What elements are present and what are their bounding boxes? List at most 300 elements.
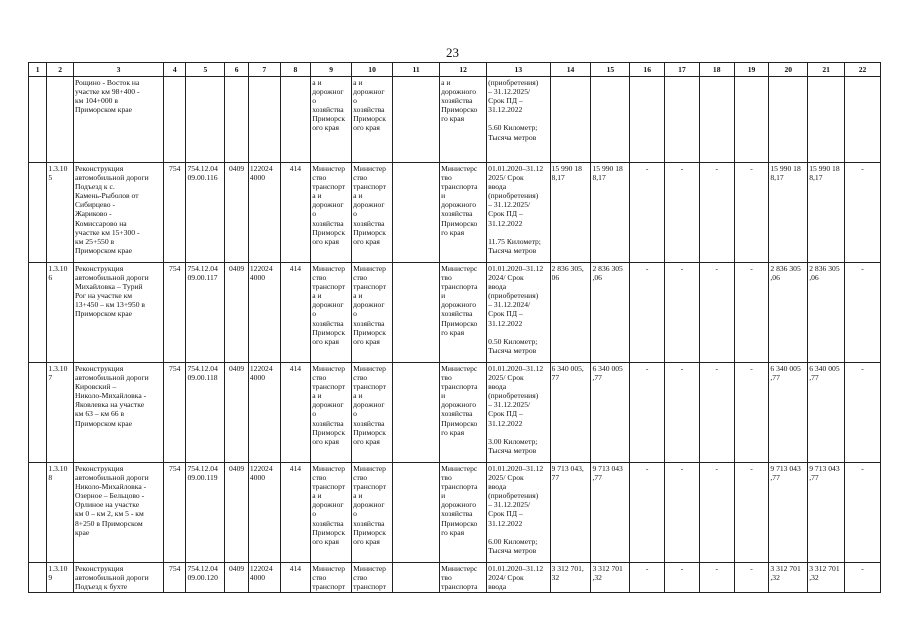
cell-line: а и — [353, 78, 363, 87]
cell-line: участке км 98+400 - — [74, 87, 140, 97]
cell-c12 — [440, 263, 487, 363]
cell-c5 — [186, 77, 225, 163]
cell-line: 7 — [48, 373, 53, 383]
cell-line: ,77 — [592, 473, 602, 483]
cell-line: ого края — [312, 536, 340, 546]
cell-line: дорожного — [441, 87, 476, 97]
cell-c6 — [225, 77, 249, 163]
cell-line: 122024 — [249, 364, 273, 373]
cell-c11 — [393, 263, 440, 363]
cell-c21 — [808, 363, 845, 463]
cell-line: участке км 15+300 - — [74, 227, 140, 237]
cell-line: автомобильной дороги — [74, 173, 149, 183]
cell-line: ство — [353, 173, 368, 183]
cell-c16 — [630, 77, 665, 163]
cell-line: 31.12.2022 — [488, 218, 523, 228]
cell-line: Приморско — [441, 218, 478, 228]
cell-line: ого края — [312, 123, 340, 133]
cell-line: Тысяча метров — [488, 132, 537, 142]
cell-line: 09.00.117 — [187, 273, 218, 283]
cell-line: 9 713 043 — [809, 464, 840, 473]
cell-line: Комиссарово на — [74, 218, 127, 228]
cell-line: о — [353, 96, 357, 106]
cell-line: ого края — [353, 236, 380, 246]
cell-c10 — [352, 563, 393, 593]
cell-c2 — [47, 563, 74, 593]
cell-c12 — [440, 463, 487, 563]
cell-line: автомобильной дороги — [74, 273, 149, 283]
cell-line: Реконструкция — [74, 264, 124, 273]
cell-line: ,77 — [809, 473, 819, 483]
cell-line: 1.3.10 — [48, 164, 68, 173]
table-row — [29, 77, 881, 163]
cell-c20 — [769, 163, 808, 263]
cell-c17: - — [665, 163, 700, 263]
column-number-2: 2 — [47, 63, 74, 77]
cell-line: Приморском крае — [74, 105, 132, 115]
table-body — [29, 63, 881, 593]
cell-c22: - — [845, 563, 881, 593]
cell-line: 09.00.116 — [187, 173, 218, 183]
cell-line: ввода — [488, 582, 507, 592]
cell-line: 3.00 Километр; — [488, 436, 538, 446]
cell-c13 — [487, 263, 550, 363]
cell-line: Сибирцево - — [74, 200, 116, 210]
cell-line: км 25+550 в — [74, 236, 115, 246]
cell-c3 — [73, 263, 163, 363]
cell-line: 754.12.04 — [187, 564, 218, 573]
column-number-10: 10 — [352, 63, 393, 77]
cell-c13 — [487, 163, 550, 263]
cell-line: Приморск — [312, 327, 346, 337]
column-number-13: 13 — [487, 63, 550, 77]
cell-line: Срок ПД – — [488, 509, 523, 519]
cell-line: 4000 — [249, 273, 266, 283]
column-number-12: 12 — [440, 63, 487, 77]
cell-c18: - — [699, 563, 734, 593]
cell-c22 — [845, 77, 881, 163]
cell-line: ,32 — [592, 573, 602, 583]
cell-c10 — [352, 77, 393, 163]
cell-line: Николо-Михайловка - — [74, 391, 147, 401]
cell-line: о — [312, 409, 317, 419]
cell-line: Приморском крае — [74, 418, 132, 428]
cell-line: Министер — [353, 264, 386, 273]
cell-c1 — [29, 77, 47, 163]
column-number-14: 14 — [550, 63, 591, 77]
cell-line: 8 — [48, 473, 53, 483]
cell-c8: 414 — [280, 463, 311, 563]
cell-c19: - — [734, 163, 769, 263]
column-number-4: 4 — [163, 63, 186, 77]
cell-c1 — [29, 563, 47, 593]
cell-line: автомобильной дороги — [74, 473, 149, 483]
cell-line: 31.12.2022 — [488, 518, 523, 528]
cell-line: и — [441, 191, 446, 201]
cell-c2 — [47, 363, 74, 463]
cell-c6: 0409 — [225, 563, 249, 593]
cell-c5 — [186, 463, 225, 563]
cell-line: ство — [353, 273, 368, 283]
cell-line: 15 990 18 — [809, 164, 840, 173]
cell-line: Приморск — [353, 527, 386, 537]
cell-c15 — [591, 263, 630, 363]
cell-c2 — [47, 163, 74, 263]
cell-c20 — [769, 563, 808, 593]
cell-line: Реконструкция — [74, 164, 124, 173]
cell-c6: 0409 — [225, 363, 249, 463]
cell-line: км 63 – км 66 в — [74, 409, 125, 419]
table-row — [29, 363, 881, 463]
cell-line: а и — [312, 78, 322, 87]
column-number-row — [29, 63, 881, 77]
cell-line: Министерс — [441, 564, 478, 573]
cell-line — [488, 428, 548, 437]
cell-line: Николо-Михайловка - — [74, 482, 147, 492]
cell-c8: 414 — [280, 163, 311, 263]
cell-c7 — [248, 463, 280, 563]
cell-line: дорожног — [353, 200, 385, 210]
cell-line: 4000 — [249, 473, 266, 483]
cell-c11 — [393, 563, 440, 593]
cell-line: Озерное – Бельцово - — [74, 491, 145, 501]
cell-line: 3 312 701 — [770, 564, 801, 573]
cell-line: 1.3.10 — [48, 464, 68, 473]
column-number-6: 6 — [225, 63, 249, 77]
cell-line: Приморск — [353, 327, 386, 337]
cell-c4: 754 — [163, 563, 186, 593]
cell-c12 — [440, 77, 487, 163]
cell-c4: 754 — [163, 263, 186, 363]
cell-line: Министер — [353, 564, 386, 573]
cell-c10 — [352, 463, 393, 563]
cell-c3 — [73, 77, 163, 163]
cell-c2 — [47, 463, 74, 563]
cell-line: Орлиное на участке — [74, 500, 140, 510]
cell-line: 2025/ Срок — [488, 173, 524, 183]
cell-line: ство — [312, 173, 327, 183]
cell-line: транспорт — [353, 582, 387, 592]
cell-line: 01.01.2020–31.12 — [488, 364, 544, 373]
cell-c1 — [29, 263, 47, 363]
cell-line: 9 — [48, 573, 53, 583]
cell-line: дорожног — [312, 87, 344, 97]
cell-c7 — [248, 563, 280, 593]
cell-line: 754.12.04 — [187, 164, 218, 173]
cell-c6: 0409 — [225, 163, 249, 263]
cell-line: – 31.12.2025/ — [488, 400, 531, 410]
cell-c21 — [808, 563, 845, 593]
cell-line: хозяйства — [441, 409, 473, 419]
cell-line: Министер — [312, 164, 346, 173]
cell-line: автомобильной дороги — [74, 573, 149, 583]
cell-line: 8,17 — [551, 173, 565, 183]
cell-c7 — [248, 363, 280, 463]
cell-c19: - — [734, 263, 769, 363]
cell-line: ого края — [353, 536, 380, 546]
cell-line: (приобретения) — [488, 78, 539, 87]
cell-line: о — [353, 209, 357, 219]
cell-line: 6 340 005, — [551, 364, 584, 373]
cell-line: хозяйства — [312, 318, 344, 328]
cell-c1 — [29, 363, 47, 463]
column-number-1: 1 — [29, 63, 47, 77]
cell-line: а и — [312, 291, 322, 301]
cell-line: 77 — [551, 473, 560, 483]
cell-line: крае — [74, 527, 90, 537]
cell-line: ого края — [312, 336, 340, 346]
cell-line: Министер — [312, 364, 346, 373]
cell-line: 9 713 043 — [770, 464, 801, 473]
cell-line: 6 340 005 — [809, 364, 840, 373]
cell-line: Приморск — [353, 227, 386, 237]
cell-c3 — [73, 563, 163, 593]
cell-line: ,06 — [770, 273, 780, 283]
cell-line: ввода — [488, 282, 507, 292]
cell-c13 — [487, 77, 550, 163]
cell-line: ого края — [353, 336, 380, 346]
cell-line: транспорт — [312, 582, 346, 592]
cell-line: тво — [441, 573, 452, 583]
cell-line: дорожного — [441, 400, 476, 410]
cell-line: тво — [441, 473, 452, 483]
cell-line: ввода — [488, 382, 507, 392]
cell-line: хозяйства — [353, 105, 385, 115]
cell-line: ого края — [312, 436, 340, 446]
cell-c20 — [769, 77, 808, 163]
cell-c18: - — [699, 463, 734, 563]
cell-c4: 754 — [163, 363, 186, 463]
cell-line: Министерс — [441, 264, 478, 273]
cell-line: 1.3.10 — [48, 364, 68, 373]
column-number-7: 7 — [248, 63, 280, 77]
cell-line: Камень-Рыболов от — [74, 191, 139, 201]
cell-line: (приобретения) — [488, 491, 539, 501]
cell-c1 — [29, 163, 47, 263]
cell-line: – 31.12.2025/ — [488, 87, 531, 97]
cell-c16: - — [630, 263, 665, 363]
cell-c22: - — [845, 163, 881, 263]
column-number-9: 9 — [311, 63, 352, 77]
cell-line: Министерс — [441, 164, 478, 173]
cell-c5 — [186, 563, 225, 593]
cell-line: Приморском крае — [74, 309, 132, 319]
cell-line: 4000 — [249, 573, 266, 583]
cell-line: хозяйства — [441, 509, 473, 519]
cell-c17: - — [665, 263, 700, 363]
cell-line: 0.50 Километр; — [488, 336, 538, 346]
cell-c18: - — [699, 363, 734, 463]
cell-line: о — [353, 309, 357, 319]
cell-line: Тысяча метров — [488, 445, 537, 455]
cell-line: 01.01.2020–31.12 — [488, 164, 544, 173]
cell-c9 — [311, 363, 352, 463]
cell-line: автомобильной дороги — [74, 373, 149, 383]
cell-c13 — [487, 463, 550, 563]
cell-line: Приморск — [312, 114, 346, 124]
cell-line: 09.00.119 — [187, 473, 218, 483]
cell-line: ство — [312, 373, 327, 383]
table-row — [29, 563, 881, 593]
cell-c22: - — [845, 463, 881, 563]
cell-line: о — [312, 309, 317, 319]
cell-line: Министерс — [441, 364, 478, 373]
cell-line: Министер — [353, 464, 386, 473]
cell-line: 2024/ Срок — [488, 273, 524, 283]
cell-c1 — [29, 463, 47, 563]
cell-c9 — [311, 263, 352, 363]
cell-c10 — [352, 363, 393, 463]
cell-line: 01.01.2020–31.12 — [488, 464, 544, 473]
cell-line: Подъезд к бухте — [74, 582, 128, 592]
cell-line: 122024 — [249, 564, 273, 573]
cell-c15 — [591, 563, 630, 593]
cell-c15 — [591, 163, 630, 263]
cell-c8: 414 — [280, 563, 311, 593]
cell-c8: 414 — [280, 263, 311, 363]
cell-line: а и — [312, 491, 322, 501]
cell-line: го края — [441, 114, 465, 124]
cell-line: хозяйства — [353, 418, 385, 428]
cell-line: ого края — [312, 236, 340, 246]
cell-line: 09.00.118 — [187, 373, 218, 383]
cell-c18: - — [699, 163, 734, 263]
cell-line: 122024 — [249, 464, 273, 473]
cell-line: го края — [441, 527, 465, 537]
cell-line: 754.12.04 — [187, 364, 218, 373]
cell-line: 8+250 в Приморском — [74, 518, 143, 528]
cell-line: а и — [353, 491, 363, 501]
cell-line: ввода — [488, 182, 507, 192]
cell-c12 — [440, 563, 487, 593]
cell-c9 — [311, 463, 352, 563]
cell-line: дорожного — [441, 300, 476, 310]
cell-line: и — [441, 391, 446, 401]
cell-line: ,32 — [809, 573, 819, 583]
cell-line: 6 340 005 — [770, 364, 801, 373]
cell-line: Рог на участке км — [74, 291, 133, 301]
cell-line: (приобретения) — [488, 391, 539, 401]
cell-c17 — [665, 77, 700, 163]
cell-line: ,77 — [770, 373, 780, 383]
table-row — [29, 463, 881, 563]
cell-line: транспорт — [353, 282, 387, 292]
cell-line: а и — [353, 391, 363, 401]
cell-line: хозяйства — [441, 209, 473, 219]
cell-c14 — [550, 163, 591, 263]
cell-line: тво — [441, 273, 452, 283]
cell-line: хозяйства — [441, 309, 473, 319]
cell-line: 2025/ Срок — [488, 373, 524, 383]
cell-line: Яковлевка на участке — [74, 400, 145, 410]
cell-c14 — [550, 77, 591, 163]
cell-line: 3 312 701 — [809, 564, 840, 573]
cell-line: и — [441, 291, 446, 301]
cell-c4: 754 — [163, 463, 186, 563]
cell-line: Министер — [312, 564, 346, 573]
cell-line: тво — [441, 173, 452, 183]
cell-line: Министер — [312, 264, 346, 273]
column-number-22: 22 — [845, 63, 881, 77]
cell-line: Реконструкция — [74, 564, 124, 573]
cell-line: 32 — [551, 573, 560, 583]
cell-line: ,32 — [770, 573, 780, 583]
cell-c21 — [808, 263, 845, 363]
cell-line: 15 990 18 — [551, 164, 582, 173]
cell-line: Министерс — [441, 464, 478, 473]
cell-c11 — [393, 163, 440, 263]
cell-line: ство — [353, 573, 368, 583]
cell-c16: - — [630, 363, 665, 463]
cell-line: ввода — [488, 482, 507, 492]
column-number-18: 18 — [699, 63, 734, 77]
cell-c21 — [808, 163, 845, 263]
cell-c7 — [248, 77, 280, 163]
cell-line: 6.00 Километр; — [488, 536, 538, 546]
cell-line: Реконструкция — [74, 464, 124, 473]
cell-c13 — [487, 363, 550, 463]
cell-c5 — [186, 163, 225, 263]
cell-c19: - — [734, 363, 769, 463]
cell-line: 31.12.2022 — [488, 105, 523, 115]
cell-c17: - — [665, 563, 700, 593]
cell-line: транспорта — [441, 582, 478, 592]
cell-line: 2 836 305 — [770, 264, 801, 273]
cell-line: 15 990 18 — [770, 164, 801, 173]
table-row — [29, 163, 881, 263]
cell-line: ого края — [353, 436, 380, 446]
cell-line: и — [441, 491, 446, 501]
cell-c22: - — [845, 363, 881, 463]
cell-line: (приобретения) — [488, 291, 539, 301]
page-number: 23 — [446, 45, 459, 60]
cell-line: ,06 — [809, 273, 819, 283]
cell-c14 — [550, 363, 591, 463]
cell-c11 — [393, 77, 440, 163]
cell-line: 2025/ Срок — [488, 473, 524, 483]
cell-c13 — [487, 563, 550, 593]
cell-line: 2 836 305 — [592, 264, 623, 273]
cell-line: 5 — [48, 173, 53, 183]
cell-line — [488, 328, 548, 337]
cell-line: – 31.12.2025/ — [488, 500, 531, 510]
cell-line: транспорта — [441, 382, 478, 392]
cell-line: 31.12.2022 — [488, 418, 523, 428]
cell-line: 9 713 043 — [592, 464, 623, 473]
cell-line: – 31.12.2024/ — [488, 300, 531, 310]
cell-line: 77 — [551, 373, 560, 383]
column-number-19: 19 — [734, 63, 769, 77]
cell-c19: - — [734, 563, 769, 593]
cell-c5 — [186, 263, 225, 363]
column-number-15: 15 — [591, 63, 630, 77]
column-number-3: 3 — [73, 63, 163, 77]
cell-c6: 0409 — [225, 463, 249, 563]
cell-line: Приморско — [441, 418, 478, 428]
cell-line: 8,17 — [770, 173, 784, 183]
cell-line: хозяйства — [312, 105, 344, 115]
cell-line: 2 836 305, — [551, 264, 584, 273]
cell-c2 — [47, 77, 74, 163]
cell-line: 2024/ Срок — [488, 573, 524, 583]
cell-line: Тысяча метров — [488, 545, 537, 555]
column-number-5: 5 — [186, 63, 225, 77]
cell-line: 01.01.2020–31.12 — [488, 564, 544, 573]
cell-line: ство — [353, 373, 368, 383]
cell-c11 — [393, 363, 440, 463]
cell-c4: 754 — [163, 163, 186, 263]
cell-line: 8,17 — [592, 173, 606, 183]
